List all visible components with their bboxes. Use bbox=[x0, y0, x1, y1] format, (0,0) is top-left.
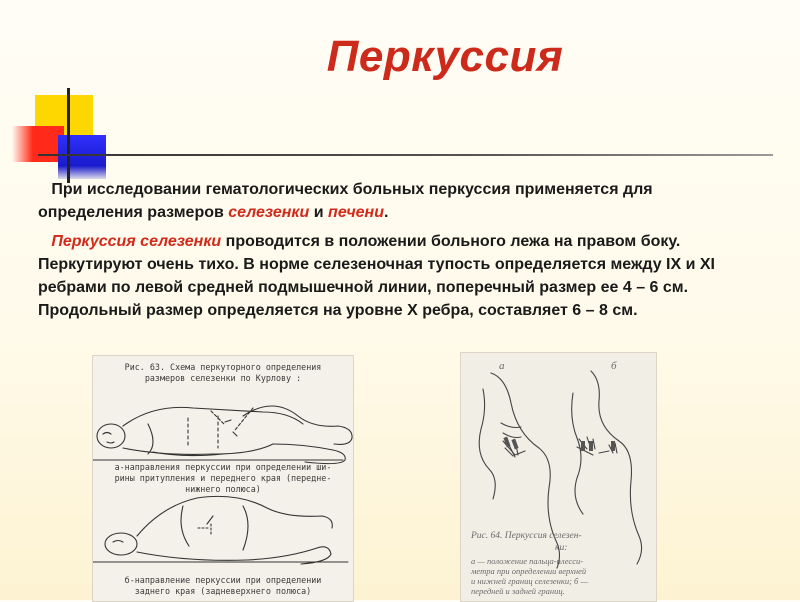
p1-text-middle: и bbox=[309, 204, 329, 221]
fig64-label-b: б bbox=[611, 360, 617, 372]
fig63-caption-top-2: размеров селезенки по Курлову : bbox=[144, 373, 302, 383]
term-spleen: селезенки bbox=[228, 204, 310, 221]
fig63-caption-a-1: а-направления перкуссии при определении ши- bbox=[114, 462, 332, 472]
figure-63 bbox=[92, 355, 354, 602]
p2-text: проводится в положении больного лежа на правом боку. Перкутируют очень тихо. В норме селезеночная тупость определяется между IX и XI ребрами по левой средней подмышечной линии, поперечный размер ее 4 – 6 см. Продольный размер определяется на уровне X ребра, составляет 6 – 8 см. bbox=[38, 233, 715, 319]
fig64-caption-2: ки: bbox=[555, 543, 568, 553]
decor-red-square bbox=[12, 126, 64, 162]
title-divider bbox=[38, 154, 773, 156]
fig64-caption-1: Рис. 64. Перкуссия селезен- bbox=[471, 531, 582, 541]
fig64-caption-3: а — положение пальца-плесси- bbox=[471, 556, 584, 566]
decor-blue-square bbox=[58, 135, 106, 179]
slide-body bbox=[38, 178, 758, 328]
decor-vertical-line bbox=[67, 88, 70, 183]
paragraph-2 bbox=[38, 230, 758, 322]
paragraph-1 bbox=[38, 178, 758, 224]
p1-text-before: При исследовании гематологических больных перкуссия применяется для определения размеров bbox=[38, 181, 653, 221]
fig63-caption-b-1: б-направление перкуссии при определении bbox=[124, 575, 322, 585]
fig63-caption-b-2: заднего края (задневерхнего полюса) bbox=[134, 586, 312, 596]
fig63-caption-top-1: Рис. 63. Схема перкуторного определения bbox=[124, 362, 322, 372]
term-liver: печени bbox=[328, 204, 384, 221]
fig64-caption-5: и нижней границ селезенки; б — bbox=[471, 576, 589, 586]
fig64-label-a: а bbox=[499, 360, 505, 372]
fig63-caption-a-3: нижнего полюса) bbox=[185, 484, 261, 494]
p1-text-after: . bbox=[383, 204, 389, 221]
fig63-caption-a-2: рины притупления и переднего края (передне- bbox=[114, 473, 332, 483]
fig64-caption-6: передней и задней границ. bbox=[471, 586, 565, 596]
term-spleen-percussion: Перкуссия селезенки bbox=[51, 233, 222, 250]
figure-64 bbox=[460, 352, 657, 602]
fig64-caption-4: метра при определении верхней bbox=[471, 566, 587, 576]
slide-title: Перкуссия bbox=[326, 32, 564, 81]
